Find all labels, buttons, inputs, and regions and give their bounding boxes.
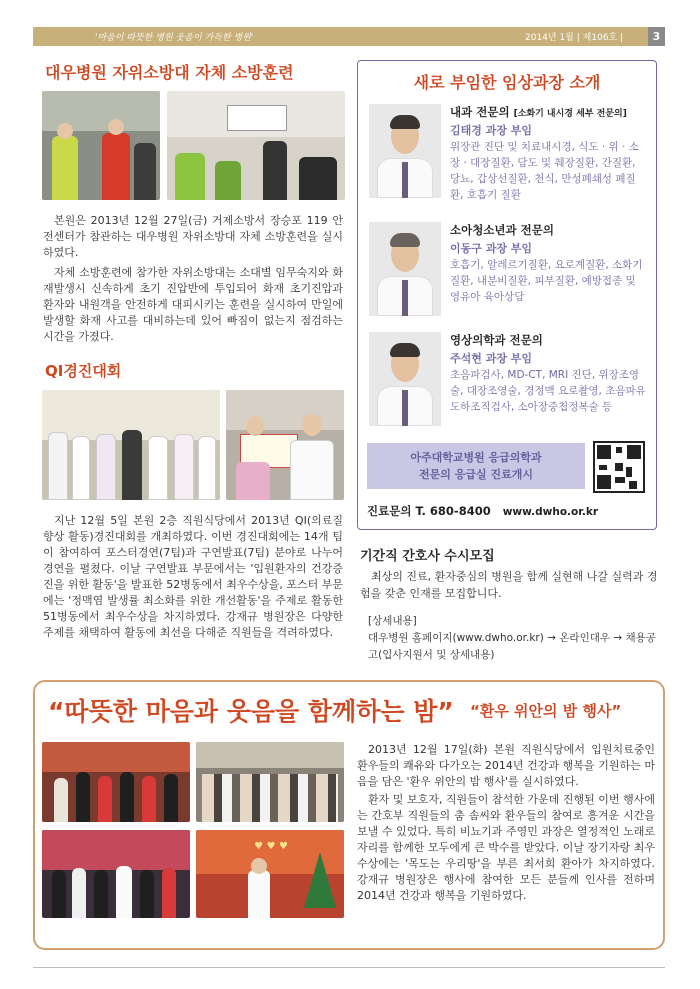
night-photo-4: ♥ ♥ ♥ [196,830,344,918]
new-doctors-title: 새로 부임한 임상과장 소개 [413,73,601,92]
night-paragraph-1: 2013년 12월 17일(화) 본원 직원식당에서 입원치료중인 환우들의 쾌유와 다가오는 2014년 건강과 행복을 기원하는 마음을 담은 '환우 위안의 밤 행사'를 실시하였다. [357,743,655,788]
er-banner [367,443,585,489]
doctor-3-name: 주석현 과장 부임 [450,352,533,365]
recruit-title: 기간직 간호사 수시모집 [360,549,495,564]
doctor-1-name: 김태경 과장 부임 [450,124,533,137]
doctor-2-specialty: 호흡기, 알레르기질환, 요로계질환, 소화기질환, 내분비질환, 피부질환, 예방접종 및 영유아 육아상담 [450,259,643,303]
doctor-1-specialty: 위장관 진단 및 치료내시경, 식도 · 위 · 소장 · 대장질환, 담도 및 췌장질환, 간질환, 당뇨, 갑상선질환, 천식, 만성폐쇄성 폐질환, 호흡기 질환 [450,141,639,201]
qr-code-icon [593,441,645,493]
fire-drill-paragraph-2: 자체 소방훈련에 참가한 자위소방대는 소대별 임무숙지와 화재발생시 신속하게 초기 진압반에 투입되어 화재 초기진압과 환자와 내원객을 안전하게 대피시키는 훈련을 실시하여 만일에 발생할 화재 사고를 대비하는데 있어 빠짐이 없는지 점검하는 시간을 가졌다. [43,266,343,343]
footer-divider [33,967,665,968]
doctor-2-name: 이동구 과장 부임 [450,242,533,255]
header-slogan: '마음이 따뜻한 병원 웃음이 가득한 병원' [95,33,254,43]
doctor-photo-3 [369,332,441,426]
recruit-detail: 대우병원 홈페이지(www.dwho.or.kr) → 온라인대우 → 채용공고(입사지원서 및 상세내용) [368,632,656,661]
doctor-1-dept: 내과 전문의 [소화기 내시경 세부 전문의] [450,105,627,119]
contact-info [367,503,598,519]
doctor-photo-1 [369,104,441,198]
fire-drill-photo-1 [42,91,160,200]
fire-drill-title: 대우병원 자위소방대 자체 소방훈련 [45,63,294,82]
doctor-2-dept: 소아청소년과 전문의 [450,223,554,237]
recruit-detail-label: [상세내용] [368,615,417,627]
qi-title: QI경진대회 [45,362,122,380]
patient-night-subtitle: “환우 위안의 밤 행사” [470,702,622,720]
doctor-3-specialty: 초음파검사, MD-CT, MRI 진단, 위장조영술, 대장조영술, 경정맥 요로촬영, 초음파유도하조직검사, 소아장중첩정복술 등 [450,369,646,413]
qi-photo-1 [42,390,220,500]
night-photo-2 [196,742,344,822]
page-number: 3 [648,27,665,46]
recruit-paragraph: 최상의 진료, 환자중심의 병원을 함께 실현해 나갈 실력과 경험을 갖춘 인재를 모집합니다. [360,570,658,600]
night-photo-1 [42,742,190,822]
fire-drill-paragraph-1: 본원은 2013년 12월 27일(금) 거제소방서 장승포 119 안전센터가 참관하는 대우병원 자위소방대 자체 소방훈련을 실시하였다. [43,214,343,259]
header-issue: 2014년 1월 | 제106호 | [525,33,624,43]
er-banner-line-1: 아주대학교병원 응급의학과 [410,451,542,464]
patient-night-title: “따뜻한 마음과 웃음을 함께하는 밤” [48,697,454,726]
fire-drill-photo-2 [167,91,345,200]
night-photo-3 [42,830,190,918]
er-banner-line-2: 전문의 응급실 진료개시 [419,468,533,481]
night-paragraph-2: 환자 및 보호자, 직원들이 참석한 가운데 진행된 이번 행사에는 간호부 직원들의 춤 솜씨와 환우들의 참여로 흥겨운 시간을 보낼 수 있었다. 특히 비뇨기과 주영민 과장은 열정적인 노래로 자리를 함께한 모두에게 큰 박수를 받았다. 이날 장기자랑 최우수상에는 '목도는 우리땅'을 부른 최서희 환아가 차지하였다. 강재규 병원장은 행사에 참여한 모든 분들께 인사를 전하며 2014년 건강과 행복을 기원하였다. [357,793,655,902]
contact-phone: 진료문의 T. 680-8400 [367,504,491,518]
qi-paragraph: 지난 12월 5일 본원 2층 직원식당에서 2013년 QI(의료질 향상 활동)경진대회를 개최하였다. 이번 경진대회에는 14개 팀이 참여하여 포스터경연(7팀)과 구연발표(7팀) 분야로 나누어 경연을 펼쳤다. 이날 구연발표 부문에서는 '입원환자의 건강증진을 위한 활동'을 발표한 52병동에서 최우수상을, 포스터 부문에는 '정맥염 발생률 최소화를 위한 개선활동'을 주제로 활동한 51병동에서 최우수상을 차지하였다. 강재규 병원장은 다양한 주제를 채택하여 활동에 최선을 다해준 직원들을 격려하였다. [43,514,344,639]
doctor-3-dept: 영상의학과 전문의 [450,333,543,347]
qi-photo-2 [226,390,344,500]
contact-url[interactable]: www.dwho.or.kr [502,506,599,518]
doctor-photo-2 [369,222,441,316]
